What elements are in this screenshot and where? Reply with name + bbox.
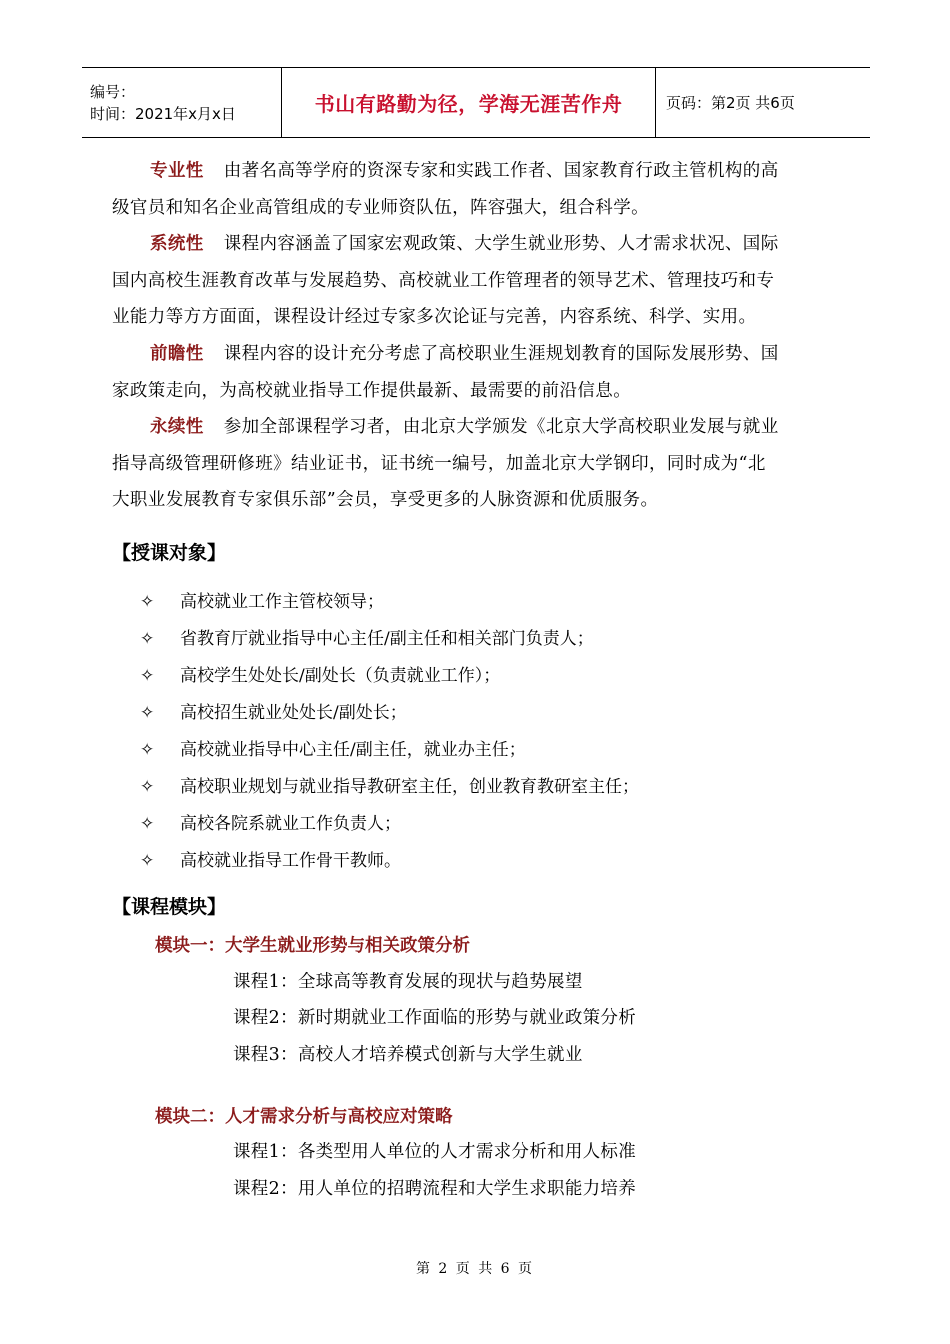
course-item: 课程2：新时期就业工作面临的形势与就业政策分析 xyxy=(233,1008,637,1028)
feature-line: 由著名高等学府的资深专家和实践工作者、国家教育行政主管机构的高 xyxy=(223,161,779,181)
feature-keyword: 前瞻性 xyxy=(150,344,204,364)
list-item xyxy=(140,769,639,806)
feature-paragraph-sustainable xyxy=(112,409,837,519)
audience-section-title: 【授课对象】 xyxy=(112,542,227,564)
feature-paragraph-professional xyxy=(112,153,837,226)
list-item-text: 高校招生就业处处长/副处长； xyxy=(180,703,407,723)
feature-keyword: 专业性 xyxy=(150,161,204,181)
feature-line: 大职业发展教育专家俱乐部”会员，享受更多的人脉资源和优质服务。 xyxy=(112,490,659,510)
list-item-text: 高校就业指导中心主任/副主任，就业办主任； xyxy=(180,740,526,760)
list-item xyxy=(140,806,639,843)
feature-line: 参加全部课程学习者，由北京大学颁发《北京大学高校职业发展与就业 xyxy=(223,417,779,437)
list-item-text: 高校职业规划与就业指导教研室主任，创业教育教研室主任； xyxy=(180,777,639,797)
sparkle-bullet-icon: ✧ xyxy=(140,666,155,686)
feature-keyword: 系统性 xyxy=(150,234,204,254)
document-date-label: 时间：2021年x月x日 xyxy=(90,104,236,123)
feature-line: 国内高校生涯教育改革与发展趋势、高校就业工作管理者的领导艺术、管理技巧和专 xyxy=(112,270,775,291)
list-item xyxy=(140,621,639,658)
feature-line: 级官员和知名企业高管组成的专业师资队伍，阵容强大，组合科学。 xyxy=(112,197,649,218)
list-item xyxy=(140,732,639,769)
header-meta xyxy=(82,68,282,137)
course-item: 课程1：各类型用人单位的人才需求分析和用人标准 xyxy=(233,1142,637,1162)
list-item xyxy=(140,658,639,695)
sparkle-bullet-icon: ✧ xyxy=(140,703,155,723)
feature-line: 业能力等方方面面，课程设计经过专家多次论证与完善，内容系统、科学、实用。 xyxy=(112,307,757,327)
sparkle-bullet-icon: ✧ xyxy=(140,629,155,649)
list-item-text: 高校就业工作主管校领导； xyxy=(180,592,384,612)
course-item: 课程3：高校人才培养模式创新与大学生就业 xyxy=(233,1045,583,1065)
module-title: 模块二：人才需求分析与高校应对策略 xyxy=(155,1107,453,1127)
feature-line: 家政策走向，为高校就业指导工作提供最新、最需要的前沿信息。 xyxy=(112,380,632,401)
sparkle-bullet-icon: ✧ xyxy=(140,777,155,797)
document-number-label: 编号： xyxy=(90,82,136,101)
list-item xyxy=(140,843,639,880)
header-page-code-cell xyxy=(656,68,870,137)
list-item xyxy=(140,695,639,732)
feature-keyword: 永续性 xyxy=(150,417,204,437)
sparkle-bullet-icon: ✧ xyxy=(140,592,155,612)
feature-line: 指导高级管理研修班》结业证书，证书统一编号，加盖北京大学钢印，同时成为“北 xyxy=(112,453,766,474)
header-motto: 书山有路勤为径，学海无涯苦作舟 xyxy=(314,92,623,116)
sparkle-bullet-icon: ✧ xyxy=(140,740,155,760)
audience-list xyxy=(140,584,639,880)
page-header xyxy=(82,67,870,138)
feature-paragraph-systematic xyxy=(112,226,837,336)
feature-line: 课程内容的设计充分考虑了高校职业生涯规划教育的国际发展形势、国 xyxy=(223,344,779,364)
header-motto-cell xyxy=(282,68,656,137)
course-item: 课程1：全球高等教育发展的现状与趋势展望 xyxy=(233,972,583,992)
sparkle-bullet-icon: ✧ xyxy=(140,814,155,834)
list-item-text: 高校学生处处长/副处长（负责就业工作）； xyxy=(180,666,501,686)
modules-section-title: 【课程模块】 xyxy=(112,896,227,918)
course-item: 课程2：用人单位的招聘流程和大学生求职能力培养 xyxy=(233,1179,637,1199)
feature-paragraph-forward-looking xyxy=(112,336,837,409)
page-footer: 第 2 页 共 6 页 xyxy=(415,1261,535,1277)
feature-line: 课程内容涵盖了国家宏观政策、大学生就业形势、人才需求状况、国际 xyxy=(223,234,779,254)
list-item-text: 高校各院系就业工作负责人； xyxy=(180,814,401,834)
list-item-text: 高校就业指导工作骨干教师。 xyxy=(180,851,401,871)
module-title: 模块一：大学生就业形势与相关政策分析 xyxy=(155,936,470,956)
list-item xyxy=(140,584,639,621)
list-item-text: 省教育厅就业指导中心主任/副主任和相关部门负责人； xyxy=(180,629,594,649)
header-page-code: 页码：第2页 共6页 xyxy=(666,94,795,112)
sparkle-bullet-icon: ✧ xyxy=(140,851,155,871)
